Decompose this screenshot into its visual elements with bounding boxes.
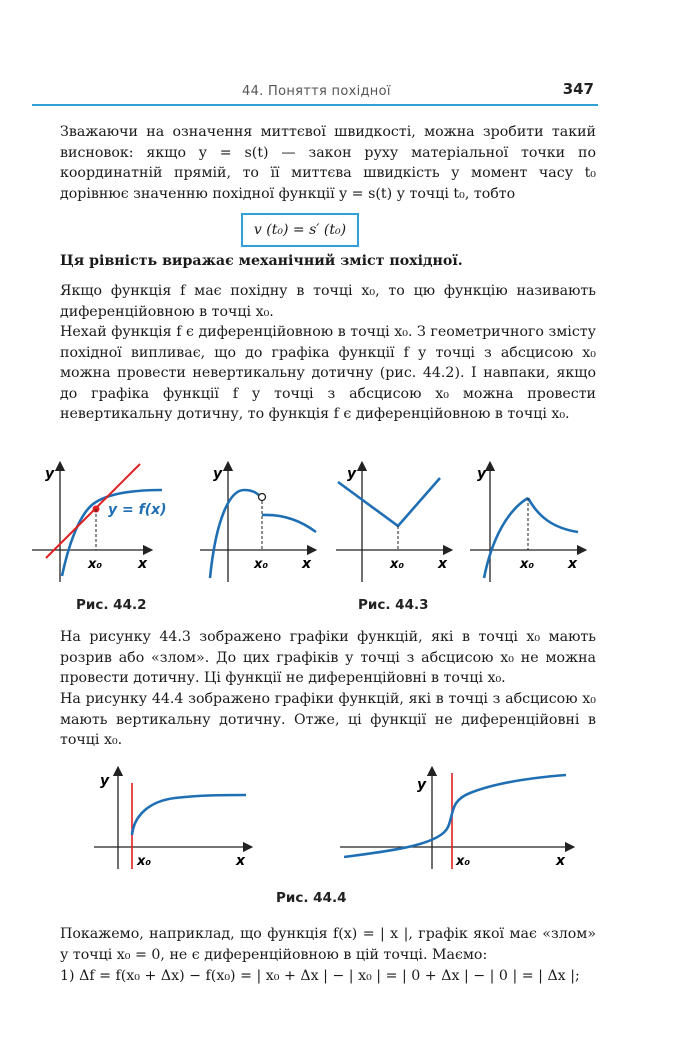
- x0-label: x₀: [137, 854, 152, 869]
- y-label: y: [477, 466, 487, 482]
- paragraph-3: Якщо функція f має похідну в точці x₀, то цю функцію називають диференційовною в точці x₀.: [60, 283, 596, 320]
- paragraph-1: Зважаючи на означення миттєвої швидкості, можна зробити такий висновок: якщо y = s(t) — закон руху матеріальної точки по координатній прямій, то її миттєва швидкість у момент часу t₀ дорівнює значенню похідної функції y = s(t) у точці t₀, тобто: [60, 124, 596, 202]
- paragraph-8: 1) Δf = f(x₀ + Δx) − f(x₀) = | x₀ + Δx | − | x₀ | = | 0 + Δx | − | 0 | = | Δx |;: [60, 968, 580, 984]
- page-header: [32, 80, 598, 106]
- x-label: x: [236, 853, 246, 869]
- page-number: 347: [562, 80, 594, 98]
- figure-44-3-a: [200, 466, 316, 582]
- paragraph-6: На рисунку 44.4 зображено графіки функцій, які в точці з абсцисою x₀ мають вертикальну дотичну. Отже, ці функції не диференційовні в точці x₀.: [60, 691, 596, 748]
- figure-44-4-a: [94, 771, 248, 869]
- function-curve: [344, 775, 566, 857]
- x-label: x: [438, 556, 448, 572]
- formula-box: [241, 213, 359, 247]
- y-label: y: [213, 466, 223, 482]
- curve-right: [262, 515, 316, 532]
- y-label: y: [45, 466, 55, 482]
- y-label: y: [347, 466, 357, 482]
- x0-label: x₀: [456, 854, 471, 869]
- paragraph-4: Нехай функція f є диференційовною в точці x₀. З геометричного змісту похідної випливає, що до графіка функції f у точці з абсцисою x₀ можна провести невертикальну дотичну (рис. 44.2). І навпаки, якщо до графіка функції f у точці з абсцисою x₀ можна провести невертикальну дотичну, то функція f є диференційовною в точці x₀.: [60, 324, 596, 422]
- function-label: y = f(x): [108, 502, 167, 518]
- x0-label: x₀: [88, 557, 103, 572]
- caption-44-3: Рис. 44.3: [358, 597, 429, 613]
- figure-44-4: [0, 765, 690, 885]
- x-label: x: [302, 556, 312, 572]
- caption-44-2: Рис. 44.2: [76, 597, 147, 613]
- figure-44-4-b: [340, 771, 570, 869]
- x0-label: x₀: [254, 557, 269, 572]
- y-label: y: [417, 777, 427, 793]
- x-label: x: [556, 853, 566, 869]
- figure-44-2: [32, 464, 167, 582]
- formula-text: v (t₀) = s′ (t₀): [253, 222, 347, 238]
- y-label: y: [100, 773, 110, 789]
- paragraph-7: Покажемо, наприклад, що функція f(x) = | x |, графік якої має «злом» у точці x₀ = 0, не є диференційовною в цій точці. Маємо:: [60, 926, 596, 963]
- x-label: x: [568, 556, 578, 572]
- open-point: [259, 494, 266, 501]
- v-shape: [338, 478, 440, 526]
- function-curve: [132, 795, 246, 835]
- caption-44-4: Рис. 44.4: [276, 890, 347, 906]
- section-title: 44. Поняття похідної: [242, 84, 391, 99]
- x-label: x: [138, 556, 148, 572]
- curve-right: [528, 498, 578, 532]
- figure-44-3-c: [470, 466, 582, 582]
- figure-44-3-b: [336, 466, 448, 582]
- header-rule: [32, 104, 598, 106]
- paragraph-5: На рисунку 44.3 зображено графіки функцій, які в точці x₀ мають розрив або «злом». До цих графіків у точці з абсцисою x₀ не можна провести дотичну. Ці функції не диференційовні в точці x₀.: [60, 629, 596, 686]
- x0-label: x₀: [390, 557, 405, 572]
- paragraph-2: Ця рівність виражає механічний зміст похідної.: [60, 253, 463, 269]
- x0-label: x₀: [520, 557, 535, 572]
